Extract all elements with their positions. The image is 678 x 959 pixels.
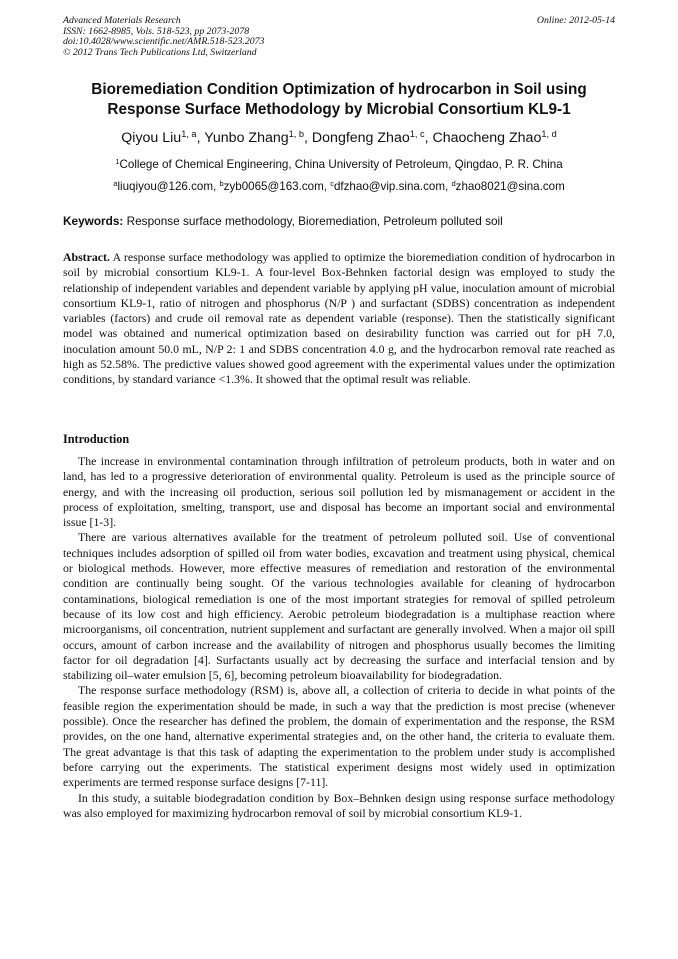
email-mark: b: [219, 179, 224, 189]
issn-line: ISSN: 1662-8985, Vols. 518-523, pp 2073-2078: [63, 25, 250, 37]
email-mark: c: [330, 179, 334, 189]
journal-name: Advanced Materials Research: [63, 15, 181, 26]
intro-paragraph: The increase in environmental contamination through infiltration of petroleum products, both in water and on land, has led to a progressive deterioration of environmental quality. Petroleum is used as the principle source of energy, and with the increasing oil production, serious soil pollution led by mismanagement or accident in the process of exploitation, smelting, transport, use and disposal has become an important social and environmental issue [1-3].: [63, 454, 615, 530]
author-list: [63, 130, 615, 146]
author-emails: [63, 180, 615, 193]
keywords-text: Response surface methodology, Bioremediation, Petroleum polluted soil: [126, 214, 503, 228]
introduction-body: [63, 454, 615, 821]
author-name: Yunbo Zhang: [204, 130, 289, 146]
doi-line: doi:10.4028/www.scientific.net/AMR.518-523.2073: [63, 36, 265, 48]
online-date: Online: 2012-05-14: [536, 15, 615, 26]
paper-title: [63, 80, 615, 120]
intro-paragraph: There are various alternatives available for the treatment of petroleum polluted soil. Use of conventional techniques includes adsorption of spilled oil from water bodies, excavation and treatment using physical, chemical or biological methods. However, more effective measures of remediation and restoration of the environmental condition are continually being sought. Of the various technologies available for cleaning of hydrocarbon contaminations, biological remediation is one of the most important strategies for removal of spilled petroleum because of its low cost and high efficiency. Aerobic petroleum biodegradation is a multiphase reaction where microorganisms, oil concentration, nutrient supplement and surfactant are generally involved. When a major oil spill occurs, amount of carbon increase and the availability of nitrogen and phosphorus usually becomes the limiting factor for oil degradation [4]. Surfactants usually act by decreasing the surface and interfacial tension and by stabilizing oil–water emulsion [5, 6], becoming petroleum bioavailability for biodegradation.: [63, 530, 615, 683]
author-separator: ,: [424, 130, 433, 146]
title-line-1: Bioremediation Condition Optimization of hydrocarbon in Soil using: [91, 81, 587, 98]
keywords-label: Keywords:: [63, 214, 124, 228]
affiliation: [63, 158, 615, 171]
intro-paragraph: In this study, a suitable biodegradation condition by Box–Behnken design using response surface methodology was also employed for maximizing hydrocarbon removal of soil by microbial consortium KL9-1.: [63, 790, 615, 820]
author-name: Qiyou Liu: [121, 130, 182, 146]
email-separator: ,: [323, 180, 331, 193]
author-name: Dongfeng Zhao: [311, 130, 410, 146]
email-mark: d: [451, 179, 456, 189]
copyright-line: © 2012 Trans Tech Publications Ltd, Switzerland: [63, 46, 257, 58]
keywords: [63, 214, 615, 228]
section-heading-introduction: Introduction: [63, 432, 130, 446]
title-line-2: Response Surface Methodology by Microbial Consortium KL9-1: [107, 101, 571, 118]
author-affil-mark: 1, b: [288, 129, 305, 140]
email-separator: ,: [444, 180, 452, 193]
journal-header: [63, 16, 615, 58]
email-mark: a: [113, 179, 118, 189]
email-address: zhao8021@sina.com: [455, 180, 565, 193]
abstract-text: A response surface methodology was applied to optimize the bioremediation condition of hydrocarbon in soil by microbial consortium KL9-1. A four-level Box-Behnken factorial design was employed to study the relationship of independent variables and dependent variable by applying pH value, inoculation amount of microbial consortium KL9-1, ratio of nitrogen and phosphorus (N/P ) and surfactant (SDBS) concentration as independent variables (factors) and crude oil removal rate as dependent variable (response). Then the statistically significant model was obtained and numerical optimization based on desirability function was carried out for pH 7.0, inoculation amount 50.0 mL, N/P 2: 1 and SDBS concentration 4.0 g, and the hydrocarbon removal rate reached as high as 52.58%. The predictive values showed good agreement with the experimental values under the optimization conditions, by standard variance <1.3%. It showed that the optimal result was reliable.: [63, 250, 615, 387]
abstract: [63, 250, 615, 388]
affiliation-text: College of Chemical Engineering, China University of Petroleum, Qingdao, P. R. China: [119, 158, 563, 171]
email-address: dfzhao@vip.sina.com: [333, 180, 445, 193]
author-affil-mark: 1, c: [409, 129, 425, 140]
email-address: liuqiyou@126.com: [117, 180, 214, 193]
email-address: zyb0065@163.com: [223, 180, 324, 193]
author-name: Chaocheng Zhao: [432, 130, 542, 146]
affiliation-mark: 1: [115, 157, 120, 167]
author-affil-mark: 1, a: [181, 129, 197, 140]
email-separator: ,: [213, 180, 220, 193]
abstract-label: Abstract.: [63, 250, 110, 264]
intro-paragraph: The response surface methodology (RSM) is, above all, a collection of criteria to decide in what points of the feasible region the experimentation should be made, in such a way that the prediction is most precise (whenever possible). Once the researcher has defined the problem, the domain of experimentation and the response, the RSM provides, on the one hand, alternative experimental strategies and, on the other hand, the criteria to evaluate them. The great advantage is that this task of adapting the experimentation to the problem under study is accomplished before carrying out the experiments. The statistical experiment designs most widely used in optimization experiments are termed response surface designs [7-11].: [63, 683, 615, 790]
author-separator: ,: [304, 130, 312, 146]
author-affil-mark: 1, d: [541, 129, 557, 140]
author-separator: ,: [196, 130, 205, 146]
